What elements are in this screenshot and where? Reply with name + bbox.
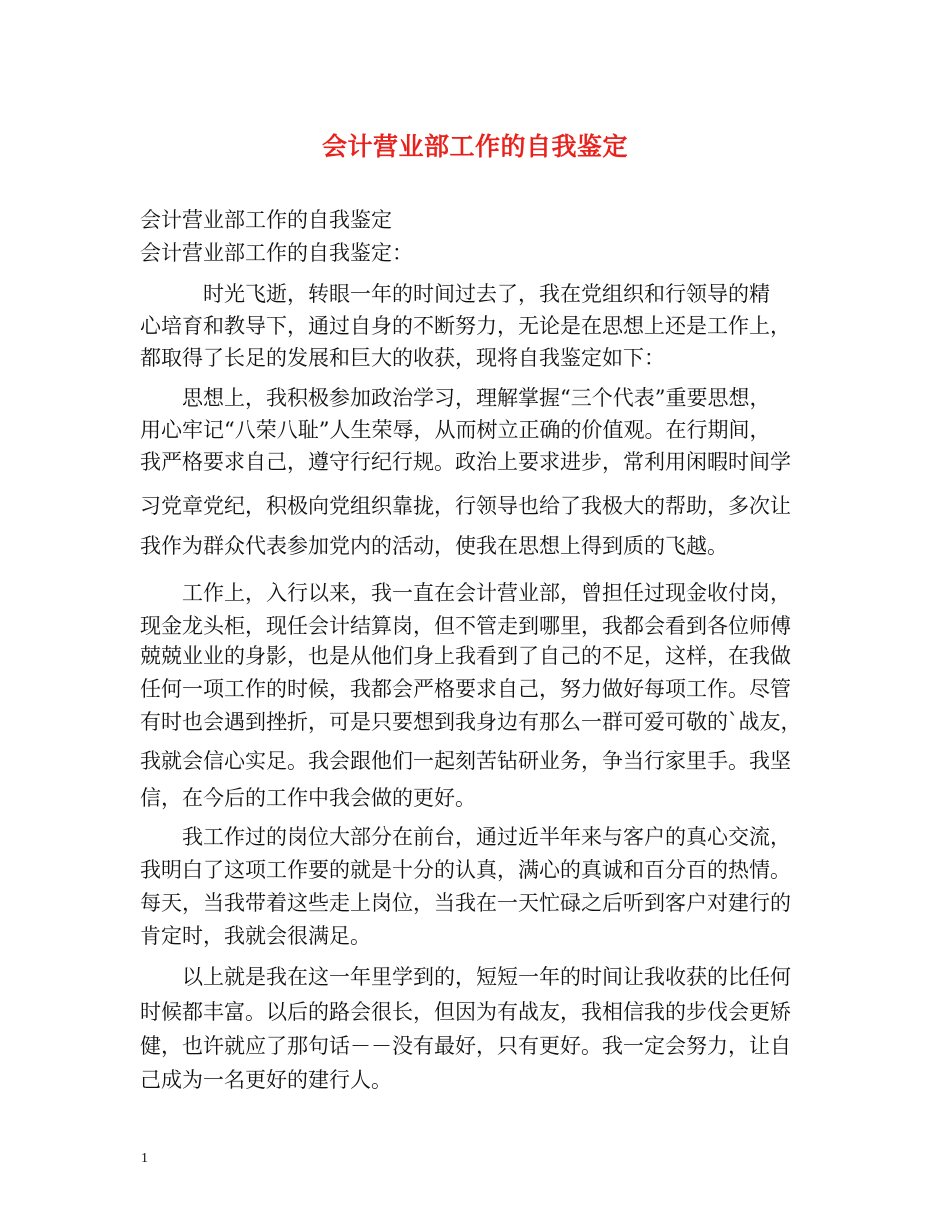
- body-line: 我就会信心实足。我会跟他们一起刻苦钻研业务，争当行家里手。我坚: [140, 749, 791, 773]
- body-line: 时候都丰富。以后的路会很长，但因为有战友，我相信我的步伐会更矫: [140, 1000, 791, 1024]
- body-line: 己成为一名更好的建行人。: [140, 1068, 392, 1092]
- body-line: 肯定时，我就会很满足。: [140, 924, 371, 948]
- body-line: 工作上，入行以来，我一直在会计营业部，曾担任过现金收付岗，: [140, 581, 791, 605]
- body-line: 时光飞逝，转眼一年的时间过去了，我在党组织和行领导的精: [140, 282, 770, 306]
- body-line: 用心牢记“八荣八耻”人生荣辱，从而树立正确的价值观。在行期间，: [140, 418, 771, 442]
- body-line: 每天，当我带着这些走上岗位，当我在一天忙碌之后听到客户对建行的: [140, 891, 791, 915]
- body-line: 都取得了长足的发展和巨大的收获，现将自我鉴定如下：: [140, 346, 665, 370]
- body-line: 信，在今后的工作中我会做的更好。: [140, 786, 476, 810]
- body-line-heading: 会计营业部工作的自我鉴定: [140, 208, 392, 232]
- body-line: 以上就是我在这一年里学到的，短短一年的时间让我收获的比任何: [140, 965, 791, 989]
- body-line: 我明白了这项工作要的就是十分的认真，满心的真诚和百分百的热情。: [140, 858, 791, 882]
- body-line: 我工作过的岗位大部分在前台，通过近半年来与客户的真心交流，: [140, 825, 791, 849]
- body-line: 心培育和教导下，通过自身的不断努力，无论是在思想上还是工作上，: [140, 314, 791, 338]
- body-line: 现金龙头柜，现任会计结算岗，但不管走到哪里，我都会看到各位师傅: [140, 614, 791, 638]
- body-line: 兢兢业业的身影，也是从他们身上我看到了自己的不足，这样，在我做: [140, 644, 791, 668]
- body-line: 我严格要求自己，遵守行纪行规。政治上要求进步，常利用闲暇时间学: [140, 450, 791, 474]
- body-line: 有时也会遇到挫折，可是只要想到我身边有那么一群可爱可敬的`战友，: [140, 710, 802, 734]
- document-title: 会计营业部工作的自我鉴定: [321, 132, 628, 161]
- body-line: 健，也许就应了那句话－－没有最好，只有更好。我一定会努力，让自: [140, 1034, 791, 1058]
- body-line: 任何一项工作的时候，我都会严格要求自己，努力做好每项工作。尽管: [140, 677, 791, 701]
- body-line-subheading: 会计营业部工作的自我鉴定：: [140, 241, 413, 265]
- page-number: 1: [141, 1151, 148, 1166]
- body-line: 我作为群众代表参加党内的活动，使我在思想上得到质的飞越。: [140, 534, 728, 558]
- body-line: 思想上，我积极参加政治学习，理解掌握“三个代表”重要思想，: [140, 386, 771, 410]
- body-line: 习党章党纪，积极向党组织靠拢，行领导也给了我极大的帮助，多次让: [140, 494, 791, 518]
